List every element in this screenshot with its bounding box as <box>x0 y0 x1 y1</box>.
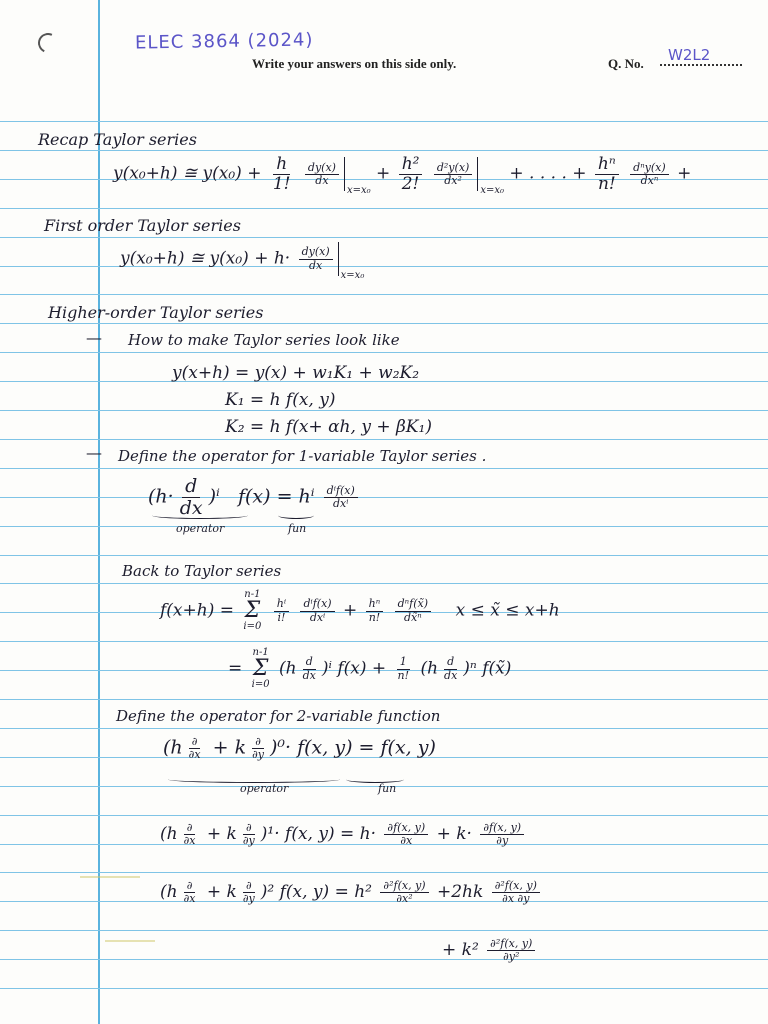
numerator: ∂f(x, y) <box>384 822 428 835</box>
ruled-line <box>0 237 768 238</box>
op4-rhs-xy <box>492 880 540 905</box>
operator-2var-1 <box>160 822 527 847</box>
back-term1-coef <box>274 598 289 623</box>
ruled-line <box>0 352 768 353</box>
ruled-line <box>0 641 768 642</box>
op4-d: +2hk <box>436 882 484 903</box>
paper-smudge <box>105 940 155 942</box>
denominator: 1! <box>272 173 291 194</box>
higher-eq-1: y(x+h) = y(x) + w₁K₁ + w₂K₂ <box>172 363 420 383</box>
numerator: ∂ <box>184 880 196 893</box>
paper-smudge <box>80 876 140 878</box>
op3-b: + k <box>206 824 237 845</box>
operator-2var-0 <box>163 736 436 761</box>
numerator: ∂ <box>243 880 255 893</box>
denominator: ∂y² <box>503 950 520 964</box>
ruled-line <box>0 468 768 469</box>
ruled-line <box>0 699 768 700</box>
numerator: dⁱf(x) <box>300 598 334 611</box>
bullet-dash: — <box>86 443 102 462</box>
ruled-line <box>0 988 768 989</box>
eval-bar <box>477 157 478 191</box>
first-deriv <box>299 246 333 271</box>
question-number-value: W2L2 <box>668 46 711 64</box>
summation <box>243 590 261 632</box>
back2-deriv-2 <box>441 656 460 681</box>
numerator: ∂f(x, y) <box>480 822 524 835</box>
numerator: dⁿf(x̃) <box>395 598 431 611</box>
back2-c: (h <box>420 658 439 679</box>
recap-term2-deriv <box>434 162 472 187</box>
recap-term1-coef <box>270 155 294 193</box>
denominator: dxⁿ <box>640 173 659 187</box>
ruled-line <box>0 583 768 584</box>
margin-line <box>98 0 100 1024</box>
denominator: 2! <box>401 173 420 194</box>
denominator: n! <box>368 610 381 624</box>
first-order-title: First order Taylor series <box>44 216 241 235</box>
op4-a: (h <box>160 882 178 903</box>
op2-a: (h <box>163 736 183 759</box>
eval-point: x=x₀ <box>480 184 504 196</box>
back-equation-1 <box>160 590 560 632</box>
op3-a: (h <box>160 824 178 845</box>
recap-dots: + . . . . + <box>509 163 587 184</box>
eval-bar <box>344 157 345 191</box>
op1-rhs-deriv <box>324 485 358 510</box>
ruled-line <box>0 410 768 411</box>
denominator: ∂y <box>252 748 264 762</box>
ruled-line <box>0 121 768 122</box>
op3-d: + k· <box>436 824 472 845</box>
operator-brace <box>152 512 248 519</box>
ruled-line <box>0 439 768 440</box>
back2-eq: = <box>228 658 243 679</box>
op1-close: )ⁱ <box>208 485 220 508</box>
ruled-line <box>0 930 768 931</box>
op3-partial-x <box>181 822 199 847</box>
numerator: ∂²f(x, y) <box>492 880 540 893</box>
back-plus: + <box>343 600 358 621</box>
higher-eq-3: K₂ = h f(x+ αh, y + βK₁) <box>225 417 432 437</box>
ruled-line <box>0 208 768 209</box>
denominator: ∂x <box>400 834 413 848</box>
ruled-line <box>0 959 768 960</box>
recap-termn-deriv <box>630 162 669 187</box>
denominator: ∂y <box>496 834 509 848</box>
op2-partial-y <box>249 736 267 761</box>
ruled-line <box>0 266 768 267</box>
ruled-line <box>0 150 768 151</box>
back-term2-deriv <box>395 598 431 623</box>
denominator: dx <box>302 668 316 682</box>
op4-e: + k² <box>442 940 479 961</box>
op4-partial-x <box>181 880 199 905</box>
operator-2var-2 <box>160 880 543 905</box>
back-title: Back to Taylor series <box>122 562 282 580</box>
op3-partial-y <box>240 822 258 847</box>
numerator: ∂ <box>252 736 264 749</box>
recap-term1-deriv <box>305 162 339 187</box>
op3-rhs-y <box>480 822 524 847</box>
op2-partial-x <box>186 736 204 761</box>
two-var-title: Define the operator for 2-variable function <box>116 707 441 725</box>
numerator: ∂²f(x, y) <box>487 938 535 951</box>
denominator: dx² <box>444 173 462 187</box>
eval-bar <box>338 242 339 276</box>
denominator: dx <box>444 668 458 682</box>
numerator: ∂ <box>243 822 255 835</box>
op1-fx: f(x) = hⁱ <box>237 485 315 508</box>
eval-point: x=x₀ <box>340 269 365 281</box>
op4-c: )² f(x, y) = h² <box>260 882 372 903</box>
recap-tail: + <box>677 163 692 184</box>
sum-upper: n-1 <box>244 589 261 600</box>
numerator: d <box>182 476 200 498</box>
op4-rhs-yy <box>487 938 535 963</box>
op4-partial-y <box>240 880 258 905</box>
ruled-line <box>0 872 768 873</box>
back2-factorial <box>395 656 413 681</box>
ruled-line <box>0 323 768 324</box>
denominator: dxⁱ <box>332 496 349 510</box>
higher-eq-2: K₁ = h f(x, y) <box>225 390 336 410</box>
denominator: ∂x² <box>396 892 413 906</box>
denominator: ∂x ∂y <box>502 892 530 906</box>
operator-2var-2-cont <box>442 938 538 963</box>
back2-deriv-1 <box>300 656 319 681</box>
first-lhs: y(x₀+h) ≅ y(x₀) + h· <box>120 248 291 269</box>
higher-bullet-2: Define the operator for 1-variable Taylor series . <box>118 447 487 465</box>
denominator: ∂x <box>183 834 196 848</box>
course-code: ELEC 3864 (2024) <box>134 29 314 54</box>
first-order-equation <box>120 242 364 281</box>
op3-c: )¹· f(x, y) = h· <box>260 824 376 845</box>
numerator: dⁿy(x) <box>630 162 669 175</box>
back-term2-coef <box>366 598 384 623</box>
back-equation-2 <box>228 648 511 690</box>
denominator: dx <box>315 173 329 187</box>
sum-upper: n-1 <box>252 647 269 658</box>
op3-rhs-x <box>384 822 428 847</box>
denominator: dxⁱ <box>309 610 326 624</box>
ruled-line <box>0 294 768 295</box>
numerator: ∂ <box>189 736 201 749</box>
numerator: dⁱf(x) <box>324 485 358 498</box>
recap-termn-coef <box>595 155 619 193</box>
fun-label: fun <box>378 782 397 795</box>
operator-label: operator <box>240 782 289 795</box>
op4-b: + k <box>206 882 237 903</box>
ruled-line <box>0 728 768 729</box>
denominator: ∂y <box>242 834 255 848</box>
recap-title: Recap Taylor series <box>38 130 197 149</box>
numerator: d <box>303 656 316 669</box>
higher-bullet-1: How to make Taylor series look like <box>128 331 400 349</box>
ruled-line <box>0 497 768 498</box>
fun-brace <box>278 512 314 519</box>
question-number-dots <box>660 64 742 66</box>
sum-sigma: Σ <box>244 598 261 623</box>
recap-equation <box>113 155 691 196</box>
numerator: hⁿ <box>595 155 619 175</box>
denominator: ∂y <box>242 892 255 906</box>
denominator: dx <box>309 258 323 272</box>
numerator: dy(x) <box>299 246 333 259</box>
back2-a: (h <box>279 658 297 679</box>
denominator: ∂x <box>188 748 201 762</box>
denominator: ∂x <box>183 892 196 906</box>
op4-rhs-xx <box>380 880 428 905</box>
binder-hole-icon <box>35 30 61 56</box>
eval-point: x=x₀ <box>346 184 371 196</box>
bullet-dash: — <box>86 328 102 347</box>
ruled-line <box>0 555 768 556</box>
summation <box>252 648 270 690</box>
recap-term2-coef <box>399 155 423 193</box>
ruled-line <box>0 526 768 527</box>
denominator: dx <box>179 496 203 519</box>
denominator: n! <box>397 668 410 682</box>
sum-lower: i=0 <box>243 621 262 632</box>
sum-sigma: Σ <box>252 656 269 681</box>
op2-b: + k <box>212 736 247 759</box>
sum-lower: i=0 <box>251 679 270 690</box>
back-range: x ≤ x̃ ≤ x+h <box>455 600 560 621</box>
op1-open: (h· <box>148 485 174 508</box>
header-instruction: Write your answers on this side only. <box>252 56 457 71</box>
question-number-label: Q. No. <box>608 56 644 71</box>
numerator: d <box>444 656 457 669</box>
numerator: h <box>273 155 290 175</box>
back2-b: )ⁱ f(x) + <box>321 658 387 679</box>
recap-lhs: y(x₀+h) ≅ y(x₀) + <box>113 163 262 184</box>
numerator: hⁿ <box>366 598 384 611</box>
ruled-line <box>0 815 768 816</box>
operator-label: operator <box>176 522 225 535</box>
back2-d: )ⁿ f(x̃) <box>463 658 512 679</box>
numerator: d²y(x) <box>434 162 472 175</box>
recap-plus: + <box>376 163 391 184</box>
back-term1-deriv <box>300 598 334 623</box>
denominator: i! <box>277 610 286 624</box>
fun-label: fun <box>288 522 307 535</box>
numerator: hⁱ <box>274 598 289 611</box>
higher-order-title: Higher-order Taylor series <box>48 303 264 322</box>
op2-c: )⁰· f(x, y) = f(x, y) <box>270 736 436 759</box>
back-lhs: f(x+h) = <box>160 600 234 621</box>
numerator: ∂ <box>184 822 196 835</box>
numerator: ∂²f(x, y) <box>380 880 428 893</box>
numerator: dy(x) <box>305 162 339 175</box>
numerator: h² <box>399 155 423 175</box>
denominator: dx̃ⁿ <box>403 610 422 624</box>
numerator: 1 <box>397 656 410 669</box>
denominator: n! <box>597 173 616 194</box>
